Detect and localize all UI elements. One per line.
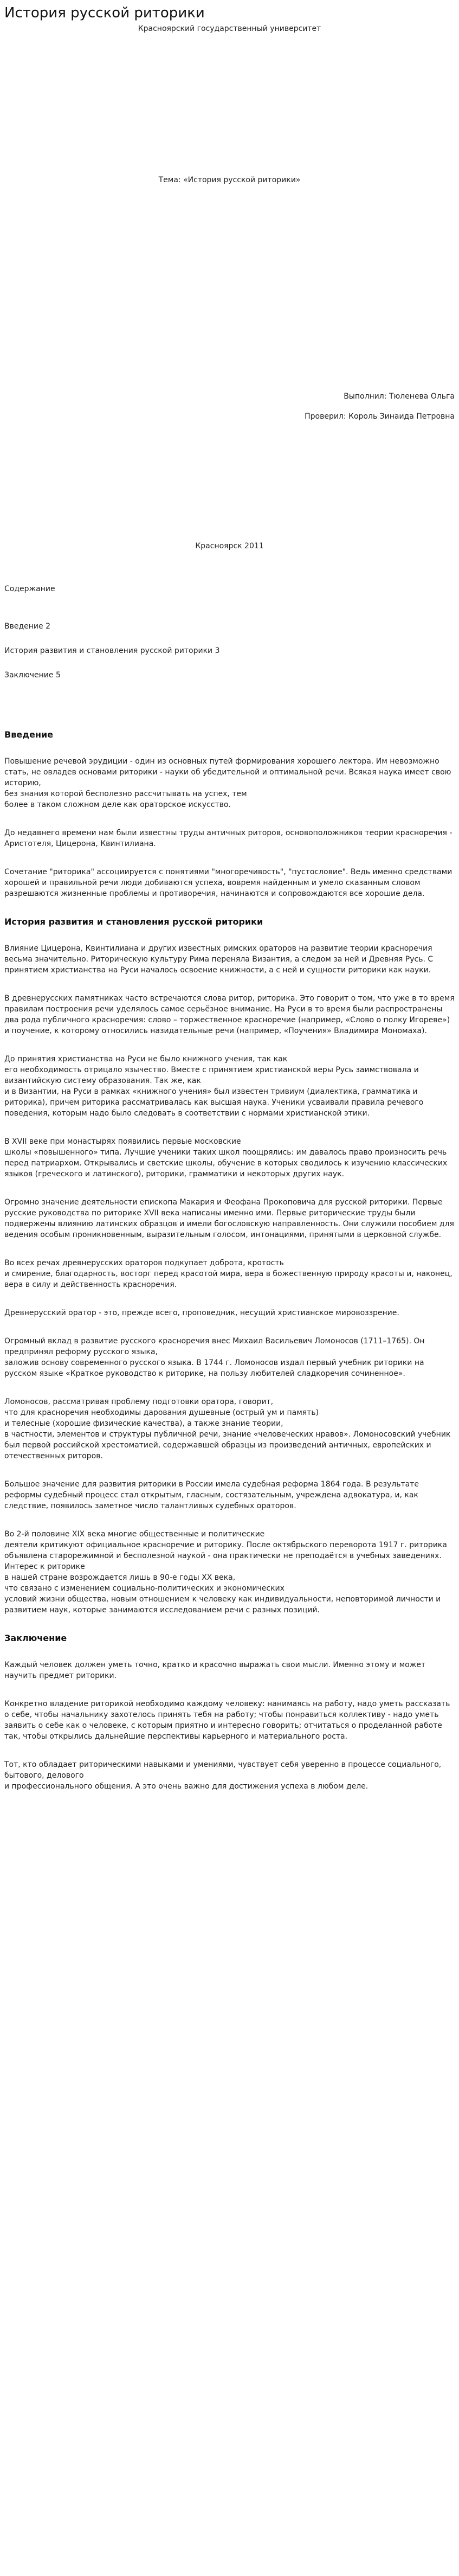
checker-line: Проверил: Король Зинаида Петровна	[305, 412, 455, 421]
document-title: История русской риторики	[4, 5, 205, 21]
paragraph: Огромно значение деятельности епископа Макария и Феофана Прокоповича для русской риторики. Первые русские руководства по риторике XVII века написаны именно ими. Первые риторические труды были подвержены влиянию латинских образцов и имели богословскую направленность. Они служили пособием для ведения особым проникновенным, выразительным голосом, интонациями, принятыми в церковной службе.	[4, 1198, 454, 1239]
paragraph: Огромный вклад в развитие русского красноречия внес Михаил Васильевич Ломоносов (1711–1765). Он предпринял реформу русского языка, заложив основу современного русского языка. В 1744 г. Ломоносов издал первый учебник риторики на русском языке «Краткое руководство к риторике, на пользу любителей сладкоречия сочиненное».	[4, 1337, 425, 1378]
section-conclusion	[0, 1633, 459, 1792]
paragraph: До принятия христианства на Руси не было книжного учения, так как его необходимость отрицало язычество. Вместе с принятием христианской веры Русь заимствовала и византийскую систему образования. Так же, как и в Византии, на Руси в рамках «книжного учения» был известен тривиум (диалектика, грамматика и риторика), причем риторика рассматривалась как высшая наука. Ученики усваивали правила речевого поведения, которым надо было следовать в соответствии с нормами христианской этики.	[4, 1055, 424, 1118]
section-introduction	[0, 729, 459, 899]
paragraph: Влияние Цицерона, Квинтилиана и других известных римских ораторов на развитие теории красноречия весьма значительно. Риторическую культуру Рима переняла Византия, а следом за ней и Древняя Русь. С принятием христианства на Руси началось освоение книжности, а с ней и сущности риторики как науки.	[4, 944, 434, 975]
essay-topic: Тема: «История русской риторики»	[158, 176, 301, 184]
table-of-contents	[0, 584, 459, 681]
toc-item: История развития и становления русской риторики 3	[4, 646, 220, 655]
section-heading: Заключение	[4, 1633, 67, 1643]
toc-item: Заключение 5	[4, 671, 61, 680]
paragraph: Конкретно владение риторикой необходимо каждому человеку: нанимаясь на работу, надо уметь рассказать о себе, чтобы начальнику захотелось принять тебя на работу; чтобы понравиться коллективу - надо уметь заявить о себе как о человеке, с которым приятно и интересно говорить; отчитаться о проделанной работе так, чтобы открылись дальнейшие перспективы карьерного и материального роста.	[4, 1700, 450, 1741]
paragraph: Повышение речевой эрудиции - один из основных путей формирования хорошего лектора. Им невозможно стать, не овладев основами риторики - науки об убедительной и оптимальной речи. Всякая наука имеет свою историю, без знания которой бесполезно рассчитывать на успех, тем более в таком сложном деле как ораторское искусство.	[4, 757, 451, 809]
paragraph: Каждый человек должен уметь точно, кратко и красочно выражать свои мысли. Именно этому и может научить предмет риторики.	[4, 1661, 426, 1680]
paragraph: Во 2-й половине XIX века многие общественные и политические деятели критикуют официальное красноречие и риторику. После октябрьского переворота 1917 г. риторика объявлена старорежимной и бесполезной наукой - она практически не преподаётся в учебных заведениях. Интерес к риторике в нашей стране возрождается лишь в 90-е годы XX века, что связано с изменением социально-политических и экономических условий жизни общества, новым отношением к человеку как индивидуальности, неповторимой личности и развитием наук, которые занимаются исследованием речи с разных позиций.	[4, 1530, 447, 1614]
paragraph: Ломоносов, рассматривая проблему подготовки оратора, говорит, что для красноречия необходимы дарования душевные (острый ум и память) и телесные (хорошие физические качества), а также знание теории, в частности, элементов и структуры публичной речи, знание «человеческих нравов». Ломоносовский учебник был первой российской хрестоматией, содержавшей образцы из произведений античных, европейских и отечественных риторов.	[4, 1398, 451, 1460]
paragraph: Сочетание "риторика" ассоциируется с понятиями "многоречивость", "пустословие". Ведь именно средствами хорошей и правильной речи люди добиваются успеха, вовремя найденным и умело сказанным словом разрешаются жизненные проблемы и противоречия, начинаются и сопровождаются все хорошие дела.	[4, 868, 452, 898]
toc-list	[4, 621, 455, 681]
paragraph: До недавнего времени нам были известны труды античных риторов, основоположников теории красноречия - Аристотеля, Цицерона, Квинтилиана.	[4, 829, 452, 848]
section-heading: История развития и становления русской риторики	[4, 917, 263, 927]
paragraph: Большое значение для развития риторики в России имела судебная реформа 1864 года. В результате реформы судебный процесс стал открытым, гласным, состязательным, учреждена адвокатура, и, как следствие, появилось заметное число талантливых судебных ораторов.	[4, 1480, 419, 1510]
toc-title: Содержание	[4, 585, 55, 593]
paragraph: Древнерусский оратор - это, прежде всего, проповедник, несущий христианское мировоззрение.	[4, 1309, 399, 1317]
paragraph: В XVII веке при монастырях появились первые московские школы «повышенного» типа. Лучшие ученики таких школ поощрялись: им давалось право произносить речь перед патриархом. Открывались и светские школы, обучение в которых сводилось к изучению классических языков (греческого и латинского), риторики, грамматики и некоторых других наук.	[4, 1137, 448, 1178]
author-line: Выполнил: Тюленева Ольга	[344, 392, 455, 401]
paragraph: В древнерусских памятниках часто встречаются слова ритор, риторика. Это говорит о том, что уже в то время правилам построения речи уделялось самое серьёзное внимание. На Руси в то время были распространены два рода публичного красноречия: слово – торжественное красноречие (например, «Слово о полку Игореве») и поучение, к которому относились назидательные речи (например, «Поучения» Владимира Мономаха).	[4, 994, 455, 1035]
paragraph: Тот, кто обладает риторическими навыками и умениями, чувствует себя уверенно в процессе социального, бытового, делового и профессионального общения. А это очень важно для достижения успеха в любом деле.	[4, 1760, 442, 1791]
university-name: Красноярский государственный университет	[138, 24, 321, 33]
section-history	[0, 917, 459, 1616]
paragraph: Во всех речах древнерусских ораторов подкупает доброта, кротость и смирение, благодарность, восторг перед красотой мира, вера в божественную природу красоты и, наконец, вера в силу и действенность красноречия.	[4, 1259, 452, 1289]
city-year: Красноярск 2011	[195, 542, 264, 550]
section-heading: Введение	[4, 729, 54, 740]
toc-item: Введение 2	[4, 622, 50, 631]
